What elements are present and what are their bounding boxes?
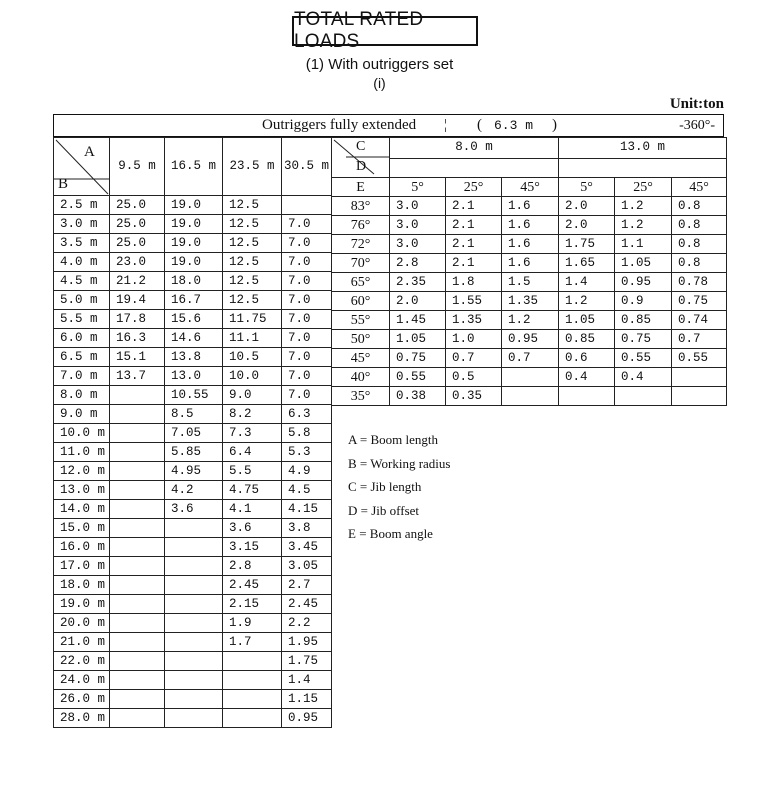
jib-load-cell: 1.75 [559, 235, 615, 254]
boom-length-header: 16.5 m [165, 138, 223, 196]
load-cell: 12.5 [223, 215, 282, 234]
load-cell [110, 481, 165, 500]
jib-load-cell: 1.65 [559, 254, 615, 273]
jib-load-cell: 0.95 [615, 273, 672, 292]
jib-load-cell: 0.55 [390, 368, 446, 387]
jib-load-cell: 1.8 [446, 273, 502, 292]
jib-load-cell [672, 387, 727, 406]
table-row [54, 462, 332, 481]
load-cell: 4.1 [223, 500, 282, 519]
legend-item: B = Working radius [348, 455, 451, 471]
load-cell: 5.85 [165, 443, 223, 462]
load-cell [165, 709, 223, 728]
load-cell [110, 538, 165, 557]
subsection-label: (i) [373, 75, 386, 91]
radius-cell: 12.0 m [54, 462, 110, 481]
load-cell: 7.0 [282, 329, 332, 348]
jib-load-cell: 0.95 [502, 330, 559, 349]
radius-cell: 2.5 m [54, 196, 110, 215]
jib-load-cell: 1.2 [559, 292, 615, 311]
load-cell: 1.9 [223, 614, 282, 633]
jib-offset-header: 5° [390, 178, 446, 197]
jib-load-cell [559, 387, 615, 406]
load-cell: 7.0 [282, 348, 332, 367]
banner-outrigger-length: 6.3 m [494, 118, 534, 133]
load-cell: 12.5 [223, 253, 282, 272]
jib-offset-header: 25° [615, 178, 672, 197]
jib-load-cell: 0.35 [446, 387, 502, 406]
table-row [54, 272, 332, 291]
jib-load-cell: 0.9 [615, 292, 672, 311]
table-row [54, 709, 332, 728]
radius-cell: 7.0 m [54, 367, 110, 386]
jib-load-cell [672, 368, 727, 387]
load-cell: 7.0 [282, 234, 332, 253]
radius-cell: 28.0 m [54, 709, 110, 728]
load-cell [165, 671, 223, 690]
load-cell: 9.0 [223, 386, 282, 405]
table-row [332, 368, 727, 387]
legend-item: A = Boom length [348, 432, 439, 447]
radius-cell: 6.0 m [54, 329, 110, 348]
load-cell: 4.95 [165, 462, 223, 481]
jib-load-cell: 0.4 [559, 368, 615, 387]
radius-cell: 17.0 m [54, 557, 110, 576]
load-cell: 3.6 [165, 500, 223, 519]
load-cell [110, 576, 165, 595]
boom-angle-cell: 76° [332, 216, 390, 235]
load-cell: 5.3 [282, 443, 332, 462]
load-cell: 2.7 [282, 576, 332, 595]
table-row [54, 386, 332, 405]
load-cell: 7.0 [282, 367, 332, 386]
boom-length-header: 9.5 m [110, 138, 165, 196]
load-cell: 25.0 [110, 234, 165, 253]
section-subtitle: (1) With outriggers set [305, 56, 454, 73]
table-row [54, 405, 332, 424]
load-cell: 4.9 [282, 462, 332, 481]
table-row [54, 443, 332, 462]
jib-load-cell: 3.0 [390, 235, 446, 254]
load-cell: 12.5 [223, 234, 282, 253]
radius-cell: 4.5 m [54, 272, 110, 291]
load-cell: 7.0 [282, 272, 332, 291]
banner-paren-close: ) [552, 117, 557, 133]
load-cell [110, 671, 165, 690]
load-cell: 10.55 [165, 386, 223, 405]
radius-cell: 4.0 m [54, 253, 110, 272]
jib-length-header: 8.0 m [390, 138, 559, 159]
load-cell: 19.0 [165, 234, 223, 253]
table-row [332, 216, 727, 235]
jib-load-cell: 0.55 [615, 349, 672, 368]
jib-load-cell [502, 368, 559, 387]
load-cell [223, 671, 282, 690]
load-cell [165, 690, 223, 709]
jib-load-cell: 2.1 [446, 235, 502, 254]
load-cell [110, 690, 165, 709]
load-cell: 15.6 [165, 310, 223, 329]
load-cell: 2.8 [223, 557, 282, 576]
table-row [54, 652, 332, 671]
table-row [54, 671, 332, 690]
table-row [54, 196, 332, 215]
jib-load-cell: 2.0 [559, 216, 615, 235]
load-cell: 7.0 [282, 253, 332, 272]
table-row [332, 254, 727, 273]
load-cell [110, 424, 165, 443]
jib-load-cell: 0.75 [672, 292, 727, 311]
load-cell: 2.2 [282, 614, 332, 633]
jib-load-cell: 1.0 [446, 330, 502, 349]
table-row [54, 215, 332, 234]
load-cell: 25.0 [110, 196, 165, 215]
table-row [54, 291, 332, 310]
load-cell [165, 538, 223, 557]
jib-load-cell: 2.35 [390, 273, 446, 292]
load-cell: 7.3 [223, 424, 282, 443]
jib-load-cell: 1.55 [446, 292, 502, 311]
load-cell: 19.0 [165, 215, 223, 234]
load-cell: 1.95 [282, 633, 332, 652]
table-row [54, 424, 332, 443]
load-cell [282, 196, 332, 215]
jib-load-cell: 3.0 [390, 216, 446, 235]
load-cell: 17.8 [110, 310, 165, 329]
load-cell: 4.5 [282, 481, 332, 500]
table-row [54, 234, 332, 253]
legend [348, 432, 450, 550]
load-cell: 4.15 [282, 500, 332, 519]
table-row [54, 557, 332, 576]
load-cell: 7.0 [282, 310, 332, 329]
load-cell [165, 633, 223, 652]
jib-load-cell: 1.05 [615, 254, 672, 273]
jib-load-cell: 0.7 [446, 349, 502, 368]
label-a: A [84, 144, 95, 160]
table-row [332, 273, 727, 292]
radius-cell: 11.0 m [54, 443, 110, 462]
table-row [54, 367, 332, 386]
radius-cell: 19.0 m [54, 595, 110, 614]
load-cell [110, 386, 165, 405]
boom-angle-cell: 60° [332, 292, 390, 311]
load-cell: 3.45 [282, 538, 332, 557]
jib-load-cell: 0.6 [559, 349, 615, 368]
table-row [332, 387, 727, 406]
load-cell: 11.75 [223, 310, 282, 329]
banner-title: Outriggers fully extended [262, 117, 417, 133]
jib-load-cell: 1.35 [446, 311, 502, 330]
jib-offset-header: 25° [446, 178, 502, 197]
outrigger-banner [53, 114, 724, 137]
jib-load-cell: 3.0 [390, 197, 446, 216]
legend-item: C = Jib length [348, 479, 422, 494]
jib-load-cell: 1.6 [502, 254, 559, 273]
load-cell: 5.8 [282, 424, 332, 443]
jib-load-cell: 0.8 [672, 254, 727, 273]
table-row [332, 349, 727, 368]
load-cell [110, 462, 165, 481]
boom-angle-cell: 45° [332, 349, 390, 368]
jib-load-cell [502, 387, 559, 406]
load-cell [165, 519, 223, 538]
table-row [54, 310, 332, 329]
boom-angle-cell: 50° [332, 330, 390, 349]
radius-cell: 15.0 m [54, 519, 110, 538]
jib-offset-header: 45° [502, 178, 559, 197]
table-row [54, 348, 332, 367]
boom-angle-cell: 72° [332, 235, 390, 254]
boom-angle-cell: 55° [332, 311, 390, 330]
radius-cell: 24.0 m [54, 671, 110, 690]
load-cell: 10.0 [223, 367, 282, 386]
load-cell: 21.2 [110, 272, 165, 291]
table-row [54, 253, 332, 272]
jib-load-cell: 0.78 [672, 273, 727, 292]
load-cell [165, 557, 223, 576]
jib-load-cell: 0.7 [672, 330, 727, 349]
load-cell [165, 595, 223, 614]
jib-load-table [331, 137, 727, 406]
label-d: D [356, 159, 367, 174]
table-row [54, 690, 332, 709]
table-row [54, 633, 332, 652]
load-cell: 19.0 [165, 253, 223, 272]
radius-cell: 5.0 m [54, 291, 110, 310]
radius-cell: 21.0 m [54, 633, 110, 652]
legend-item: D = Jib offset [348, 502, 420, 518]
load-cell: 12.5 [223, 196, 282, 215]
radius-cell: 3.5 m [54, 234, 110, 253]
label-e: E [332, 178, 390, 197]
load-cell: 3.6 [223, 519, 282, 538]
jib-load-cell: 1.2 [615, 216, 672, 235]
load-cell: 7.0 [282, 215, 332, 234]
radius-cell: 20.0 m [54, 614, 110, 633]
jib-load-cell: 1.45 [390, 311, 446, 330]
jib-load-cell: 0.38 [390, 387, 446, 406]
jib-length-header: 13.0 m [559, 138, 727, 159]
load-cell [110, 443, 165, 462]
load-cell: 0.95 [282, 709, 332, 728]
jib-load-cell: 1.35 [502, 292, 559, 311]
jib-load-cell [615, 387, 672, 406]
radius-cell: 8.0 m [54, 386, 110, 405]
jib-load-cell: 1.4 [559, 273, 615, 292]
radius-cell: 26.0 m [54, 690, 110, 709]
boom-angle-cell: 83° [332, 197, 390, 216]
load-cell [110, 595, 165, 614]
unit-label: Unit:ton [669, 96, 724, 112]
load-cell: 16.7 [165, 291, 223, 310]
jib-load-cell: 0.8 [672, 197, 727, 216]
jib-load-cell: 1.6 [502, 235, 559, 254]
jib-load-cell: 2.1 [446, 197, 502, 216]
radius-cell: 14.0 m [54, 500, 110, 519]
load-cell: 11.1 [223, 329, 282, 348]
table-row [54, 595, 332, 614]
load-cell: 10.5 [223, 348, 282, 367]
jib-load-cell: 1.1 [615, 235, 672, 254]
jib-load-cell: 0.55 [672, 349, 727, 368]
jib-load-cell: 1.05 [390, 330, 446, 349]
jib-blank [559, 158, 727, 178]
page-title: TOTAL RATED LOADS [292, 16, 478, 46]
table-row [332, 197, 727, 216]
boom-angle-cell: 35° [332, 387, 390, 406]
jib-load-cell: 1.6 [502, 197, 559, 216]
load-cell [165, 614, 223, 633]
load-cell [223, 652, 282, 671]
load-cell: 25.0 [110, 215, 165, 234]
jib-load-cell: 1.6 [502, 216, 559, 235]
radius-cell: 10.0 m [54, 424, 110, 443]
table-row [332, 311, 727, 330]
jib-load-cell: 2.1 [446, 216, 502, 235]
label-c: C [356, 139, 366, 154]
jib-load-cell: 1.5 [502, 273, 559, 292]
radius-cell: 3.0 m [54, 215, 110, 234]
load-cell: 5.5 [223, 462, 282, 481]
load-cell: 3.8 [282, 519, 332, 538]
table-row [332, 330, 727, 349]
banner-rotation: -360°- [679, 118, 715, 133]
jib-load-cell: 2.0 [559, 197, 615, 216]
load-cell: 8.2 [223, 405, 282, 424]
load-cell: 8.5 [165, 405, 223, 424]
load-cell: 1.15 [282, 690, 332, 709]
radius-cell: 16.0 m [54, 538, 110, 557]
load-cell: 13.7 [110, 367, 165, 386]
radius-cell: 18.0 m [54, 576, 110, 595]
load-cell [223, 690, 282, 709]
load-cell: 7.05 [165, 424, 223, 443]
banner-paren-open: ( [477, 117, 482, 133]
banner-separator: ¦ [444, 117, 448, 133]
jib-load-cell: 2.1 [446, 254, 502, 273]
boom-load-table [53, 137, 332, 728]
load-cell: 1.7 [223, 633, 282, 652]
table-row [54, 538, 332, 557]
load-cell: 3.05 [282, 557, 332, 576]
load-cell: 4.75 [223, 481, 282, 500]
cde-corner-header [332, 138, 390, 178]
load-cell: 23.0 [110, 253, 165, 272]
jib-load-cell: 0.85 [559, 330, 615, 349]
table-row [54, 576, 332, 595]
load-cell: 7.0 [282, 386, 332, 405]
radius-cell: 22.0 m [54, 652, 110, 671]
jib-load-cell: 0.4 [615, 368, 672, 387]
load-cell [110, 500, 165, 519]
load-cell: 2.45 [282, 595, 332, 614]
load-cell [110, 557, 165, 576]
load-cell [110, 709, 165, 728]
legend-item: E = Boom angle [348, 526, 433, 541]
load-cell: 1.4 [282, 671, 332, 690]
load-cell: 16.3 [110, 329, 165, 348]
table-row [54, 519, 332, 538]
boom-length-header: 23.5 m [223, 138, 282, 196]
radius-cell: 13.0 m [54, 481, 110, 500]
load-cell [165, 652, 223, 671]
radius-cell: 9.0 m [54, 405, 110, 424]
load-cell [110, 652, 165, 671]
table-row [54, 614, 332, 633]
jib-load-cell: 1.2 [502, 311, 559, 330]
load-cell [223, 709, 282, 728]
load-cell: 6.3 [282, 405, 332, 424]
radius-cell: 5.5 m [54, 310, 110, 329]
boom-angle-cell: 65° [332, 273, 390, 292]
load-cell [165, 576, 223, 595]
boom-length-header: 30.5 m [282, 138, 332, 196]
corner-header [54, 138, 110, 196]
jib-load-cell: 0.75 [615, 330, 672, 349]
load-cell: 7.0 [282, 291, 332, 310]
load-cell: 14.6 [165, 329, 223, 348]
jib-load-cell: 0.85 [615, 311, 672, 330]
jib-offset-header: 45° [672, 178, 727, 197]
table-row [332, 235, 727, 254]
jib-load-cell: 1.2 [615, 197, 672, 216]
label-b: B [58, 176, 69, 192]
load-cell: 12.5 [223, 291, 282, 310]
load-cell: 1.75 [282, 652, 332, 671]
radius-cell: 6.5 m [54, 348, 110, 367]
jib-load-cell: 2.8 [390, 254, 446, 273]
jib-blank [390, 158, 559, 178]
load-cell: 2.45 [223, 576, 282, 595]
load-cell [110, 519, 165, 538]
jib-load-cell: 0.7 [502, 349, 559, 368]
load-cell: 6.4 [223, 443, 282, 462]
jib-load-cell: 1.05 [559, 311, 615, 330]
load-cell: 3.15 [223, 538, 282, 557]
load-cell [110, 633, 165, 652]
boom-angle-cell: 70° [332, 254, 390, 273]
jib-load-cell: 0.74 [672, 311, 727, 330]
load-cell: 12.5 [223, 272, 282, 291]
load-cell: 19.0 [165, 196, 223, 215]
load-cell [110, 405, 165, 424]
table-row [54, 329, 332, 348]
jib-load-cell: 0.75 [390, 349, 446, 368]
load-cell: 2.15 [223, 595, 282, 614]
jib-offset-header: 5° [559, 178, 615, 197]
jib-load-cell: 0.8 [672, 235, 727, 254]
load-cell: 18.0 [165, 272, 223, 291]
table-row [332, 292, 727, 311]
load-cell [110, 614, 165, 633]
load-cell: 13.0 [165, 367, 223, 386]
jib-load-cell: 2.0 [390, 292, 446, 311]
table-row [54, 500, 332, 519]
jib-load-cell: 0.8 [672, 216, 727, 235]
load-cell: 19.4 [110, 291, 165, 310]
load-cell: 15.1 [110, 348, 165, 367]
load-cell: 13.8 [165, 348, 223, 367]
jib-load-cell: 0.5 [446, 368, 502, 387]
boom-angle-cell: 40° [332, 368, 390, 387]
load-cell: 4.2 [165, 481, 223, 500]
table-row [54, 481, 332, 500]
